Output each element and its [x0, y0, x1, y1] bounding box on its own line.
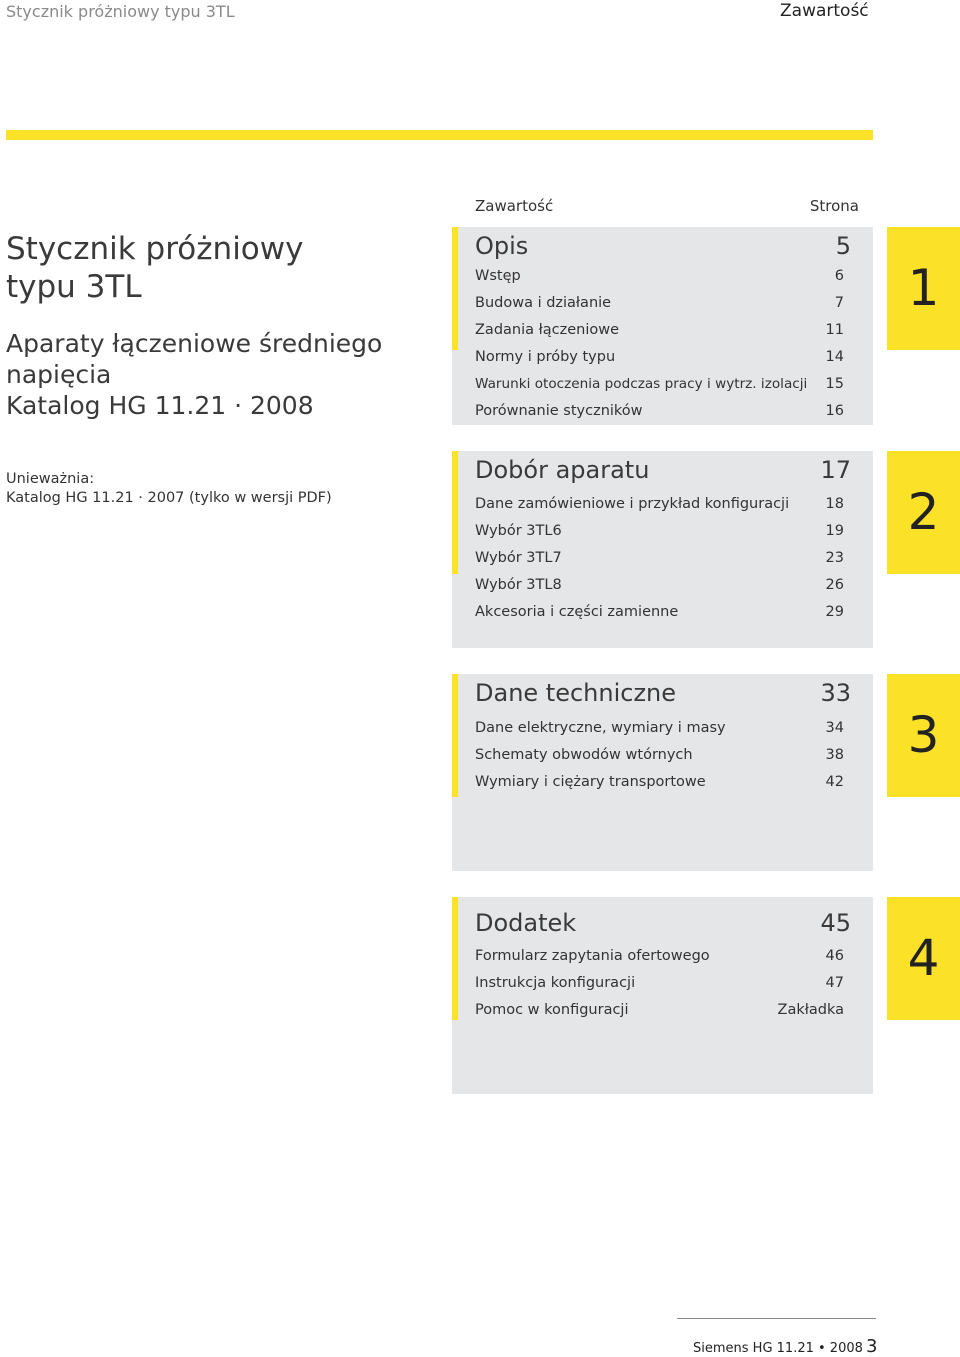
- entry-page: 15: [825, 376, 844, 392]
- section-title: Opis: [475, 232, 529, 260]
- entry-label: Pomoc w konfiguracji: [475, 1002, 629, 1018]
- section-heading[interactable]: [475, 679, 851, 711]
- entry-page: Zakładka: [777, 1002, 844, 1018]
- entry-page: 6: [834, 268, 844, 284]
- invalidation-note: [6, 470, 332, 508]
- toc-entry[interactable]: [475, 747, 844, 769]
- toc-entry[interactable]: [475, 349, 844, 371]
- entry-label: Dane zamówieniowe i przykład konfiguracji: [475, 496, 790, 512]
- section-heading[interactable]: [475, 909, 851, 941]
- toc-entry[interactable]: [475, 1002, 844, 1024]
- document-title-line1: Stycznik próżniowy: [6, 231, 304, 267]
- toc-entry[interactable]: [475, 975, 844, 997]
- entry-page: 23: [825, 550, 844, 566]
- entry-page: 19: [825, 523, 844, 539]
- toc-entry[interactable]: [475, 774, 844, 796]
- section-page: 17: [820, 456, 851, 484]
- entry-label: Akcesoria i części zamienne: [475, 604, 679, 620]
- entry-page: 11: [825, 322, 844, 338]
- document-subtitle: [6, 328, 382, 421]
- section-name: Zawartość: [780, 1, 869, 21]
- toc-entry[interactable]: [475, 376, 844, 398]
- entry-label: Wybór 3TL7: [475, 550, 562, 566]
- entry-label: Wybór 3TL6: [475, 523, 562, 539]
- toc-section-dodatek: [452, 897, 873, 1094]
- entry-page: 34: [825, 720, 844, 736]
- document-title: [6, 230, 303, 306]
- section-title: Dobór aparatu: [475, 456, 650, 484]
- section-tab-3[interactable]: 3: [887, 674, 960, 797]
- entry-label: Wstęp: [475, 268, 521, 284]
- section-tab-2[interactable]: 2: [887, 451, 960, 574]
- toc-entry[interactable]: [475, 720, 844, 742]
- section-accent: [452, 674, 458, 797]
- toc-section-dane-techniczne: [452, 674, 873, 871]
- entry-page: 14: [825, 349, 844, 365]
- toc-section-opis: [452, 227, 873, 425]
- entry-label: Wymiary i ciężary transportowe: [475, 774, 706, 790]
- section-page: 45: [820, 909, 851, 937]
- entry-label: Wybór 3TL8: [475, 577, 562, 593]
- section-heading[interactable]: [475, 456, 851, 488]
- entry-label: Schematy obwodów wtórnych: [475, 747, 693, 763]
- document-title-line2: typu 3TL: [6, 269, 142, 305]
- entry-page: 47: [825, 975, 844, 991]
- invalidates-label: Unieważnia:: [6, 471, 95, 487]
- entry-page: 42: [825, 774, 844, 790]
- entry-label: Normy i próby typu: [475, 349, 616, 365]
- section-accent: [452, 451, 458, 574]
- toc-entry[interactable]: [475, 577, 844, 599]
- entry-page: 26: [825, 577, 844, 593]
- section-title: Dane techniczne: [475, 679, 677, 707]
- toc-entry[interactable]: [475, 523, 844, 545]
- toc-entry[interactable]: [475, 604, 844, 626]
- section-title: Dodatek: [475, 909, 577, 937]
- entry-label: Porównanie styczników: [475, 403, 643, 419]
- entry-page: 16: [825, 403, 844, 419]
- section-page: 33: [820, 679, 851, 707]
- subtitle-line1: Aparaty łączeniowe średniego: [6, 329, 383, 358]
- entry-label: Warunki otoczenia podczas pracy i wytrz. izolacji: [475, 376, 808, 392]
- section-tab-1[interactable]: 1: [887, 227, 960, 350]
- entry-page: 38: [825, 747, 844, 763]
- entry-label: Instrukcja konfiguracji: [475, 975, 636, 991]
- subtitle-line3: Katalog HG 11.21 · 2008: [6, 391, 314, 420]
- toc-entry[interactable]: [475, 550, 844, 572]
- section-tab-4[interactable]: 4: [887, 897, 960, 1020]
- toc-entry[interactable]: [475, 496, 844, 518]
- toc-entry[interactable]: [475, 948, 844, 970]
- entry-page: 29: [825, 604, 844, 620]
- entry-page: 7: [834, 295, 844, 311]
- toc-entry[interactable]: [475, 403, 844, 425]
- entry-label: Formularz zapytania ofertowego: [475, 948, 710, 964]
- toc-contents-header: Zawartość: [475, 197, 554, 215]
- entry-label: Dane elektryczne, wymiary i masy: [475, 720, 726, 736]
- toc-page-header: Strona: [809, 197, 859, 215]
- entry-label: Zadania łączeniowe: [475, 322, 620, 338]
- toc-entry[interactable]: [475, 295, 844, 317]
- header-accent-bar: [6, 130, 873, 140]
- section-heading[interactable]: [475, 232, 851, 264]
- section-accent: [452, 227, 458, 350]
- entry-label: Budowa i działanie: [475, 295, 612, 311]
- entry-page: 46: [825, 948, 844, 964]
- toc-section-dobor-aparatu: [452, 451, 873, 648]
- footer-divider: [677, 1318, 876, 1319]
- section-page: 5: [835, 232, 851, 260]
- invalidates-value: Katalog HG 11.21 · 2007 (tylko w wersji PDF): [6, 490, 332, 506]
- entry-page: 18: [825, 496, 844, 512]
- toc-entry[interactable]: [475, 322, 844, 344]
- subtitle-line2: napięcia: [6, 360, 112, 389]
- toc-entry[interactable]: [475, 268, 844, 290]
- footer-publication: Siemens HG 11.21 • 2008: [693, 1341, 863, 1356]
- page-number: 3: [866, 1336, 878, 1357]
- section-accent: [452, 897, 458, 1020]
- running-title: Stycznik próżniowy typu 3TL: [6, 2, 235, 21]
